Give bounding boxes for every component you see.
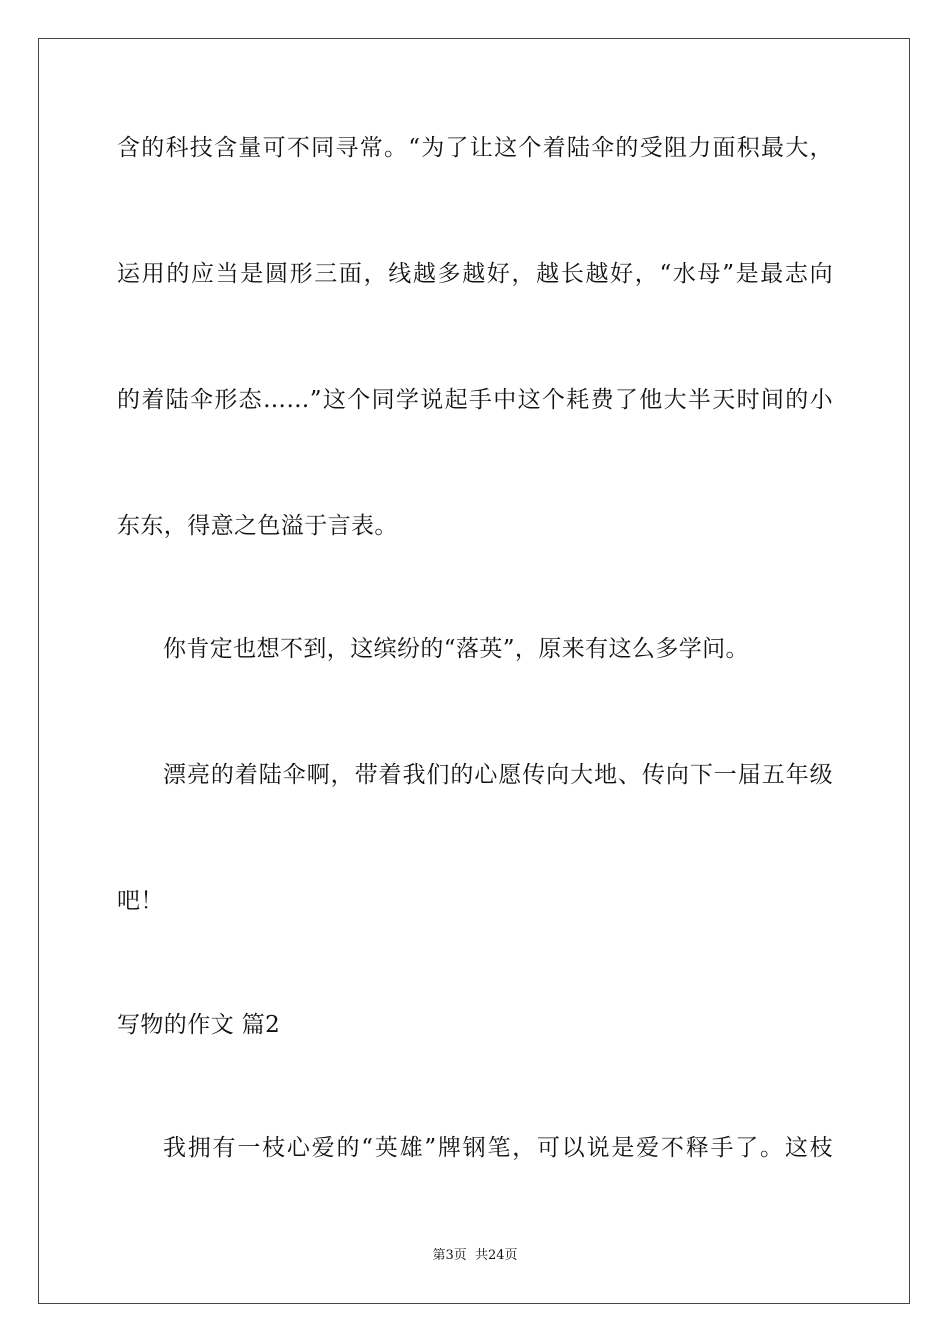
paragraph-line: 的着陆伞形态……”这个同学说起手中这个耗费了他大半天时间的小 [117, 387, 833, 413]
paragraph-line: 运用的应当是圆形三面，线越多越好，越长越好，“水母”是最志向 [117, 261, 833, 287]
page-total: 共24页 [474, 1248, 518, 1263]
page-footer [0, 1247, 950, 1265]
paragraph-line: 你肯定也想不到，这缤纷的“落英”，原来有这么多学问。 [163, 636, 749, 662]
paragraph-line: 含的科技含量可不同寻常。“为了让这个着陆伞的受阻力面积最大， [117, 135, 833, 161]
page-number: 第3页 [432, 1248, 467, 1263]
paragraph-line: 漂亮的着陆伞啊，带着我们的心愿传向大地、传向下一届五年级 [163, 762, 833, 788]
section-heading: 写物的作文 篇2 [117, 1012, 281, 1038]
paragraph-line: 吧！ [117, 888, 164, 914]
page-border [38, 38, 910, 1304]
paragraph-line: 东东，得意之色溢于言表。 [117, 513, 398, 539]
paragraph-line: 我拥有一枝心爱的“英雄”牌钢笔，可以说是爱不释手了。这枝 [163, 1135, 833, 1161]
